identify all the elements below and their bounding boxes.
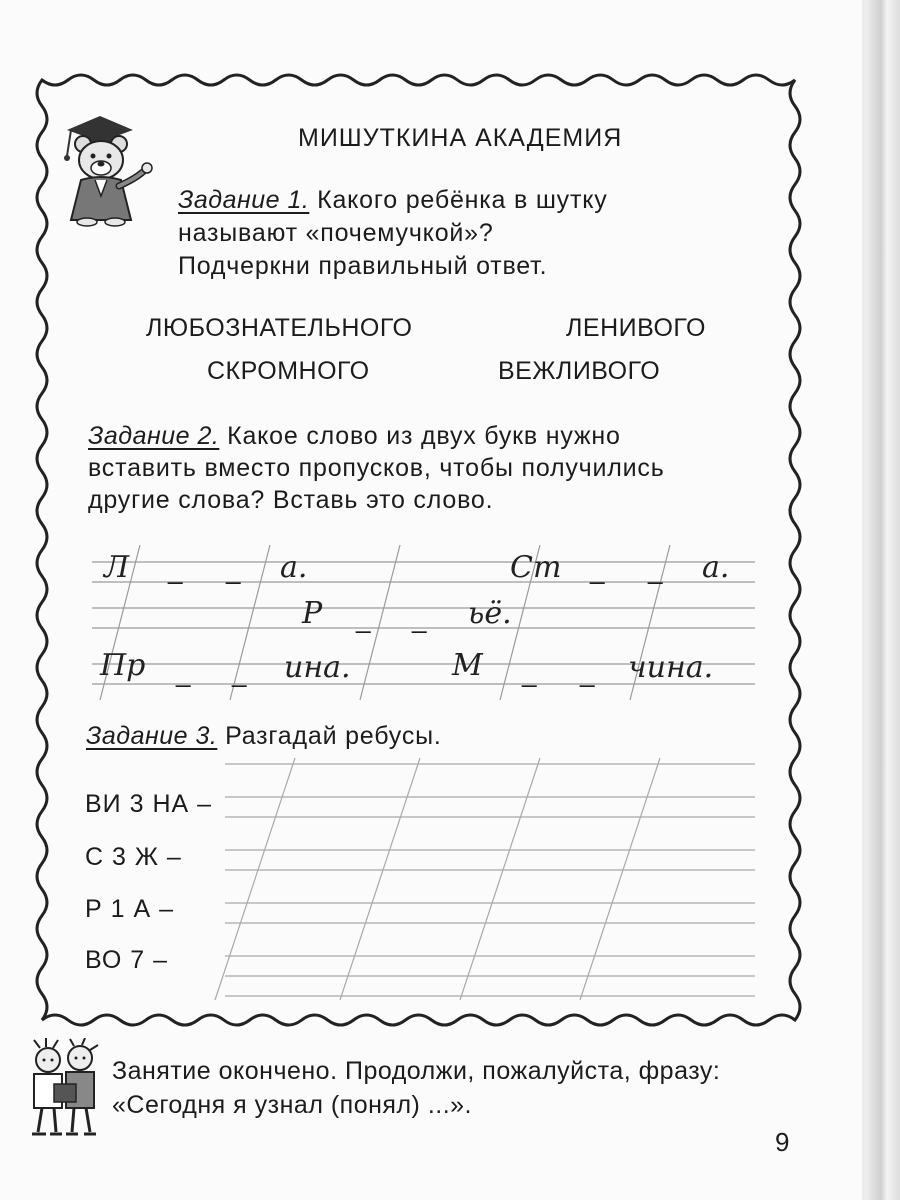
task2-text-2: вставить вместо пропусков, чтобы получились [88, 454, 665, 482]
cursive-word-4-start: Пр [100, 648, 146, 683]
rebus-4: ВО 7 – [85, 946, 168, 974]
task1-label: Задание 1. [178, 186, 310, 214]
blank-1a[interactable]: _ [168, 555, 183, 585]
rebus-3: Р 1 А – [85, 895, 174, 923]
answer-slant-line [460, 758, 540, 1000]
blank-5a[interactable]: _ [522, 658, 537, 688]
task3-label: Задание 3. [86, 722, 218, 750]
answer-option-1[interactable]: ЛЮБОЗНАТЕЛЬНОГО [146, 314, 413, 342]
cursive-word-1-end: а. [280, 550, 308, 585]
rebus-2: С 3 Ж – [85, 843, 182, 871]
blank-3b[interactable]: _ [412, 604, 427, 634]
blank-5b[interactable]: _ [580, 658, 595, 688]
task2-label: Задание 2. [88, 422, 220, 450]
task1-text-3: Подчеркни правильный ответ. [178, 252, 548, 280]
blank-2a[interactable]: _ [590, 555, 605, 585]
answer-option-4[interactable]: ВЕЖЛИВОГО [498, 357, 661, 385]
task1-text-2: называют «почемучкой»? [178, 219, 494, 247]
answer-option-3[interactable]: СКРОМНОГО [207, 357, 370, 385]
blank-4b[interactable]: _ [232, 658, 247, 688]
blank-1b[interactable]: _ [226, 555, 241, 585]
cursive-word-3-start: Р [302, 596, 323, 631]
answer-slant-line [340, 758, 420, 1000]
page-title: МИШУТКИНА АКАДЕМИЯ [298, 124, 623, 152]
footer-line-2: «Сегодня я узнал (понял) ...». [112, 1091, 473, 1119]
cursive-word-4-end: ина. [284, 650, 351, 685]
cursive-word-1-start: Л [104, 550, 130, 585]
cursive-word-2-start: Ст [510, 550, 562, 585]
answer-option-2[interactable]: ЛЕНИВОГО [566, 314, 706, 342]
kids-reading-icon [20, 1038, 110, 1138]
task1-line1 [178, 186, 608, 215]
answer-slant-line [215, 758, 295, 1000]
task2-text-1: Какое слово из двух букв нужно [227, 422, 621, 450]
task3-text: Разгадай ребусы. [225, 722, 442, 750]
task2-line1 [88, 422, 621, 451]
blank-4a[interactable]: _ [176, 658, 191, 688]
cursive-word-3-end: ьё. [468, 596, 512, 631]
cursive-word-2-end: а. [702, 550, 730, 585]
page-number: 9 [775, 1127, 790, 1157]
cursive-word-5-start: М [452, 648, 483, 683]
blank-2b[interactable]: _ [648, 555, 663, 585]
rebus-1: ВИ 3 НА – [85, 790, 213, 818]
cursive-word-5-end: чина. [628, 650, 714, 685]
answer-slant-line [580, 758, 660, 1000]
task3-line [86, 722, 442, 751]
bear-professor-icon [55, 108, 160, 228]
task2-text-3: другие слова? Вставь это слово. [88, 486, 494, 514]
footer-line-1: Занятие окончено. Продолжи, пожалуйста, фразу: [112, 1057, 721, 1085]
task1-text-1: Какого ребёнка в шутку [317, 186, 608, 214]
blank-3a[interactable]: _ [356, 604, 371, 634]
